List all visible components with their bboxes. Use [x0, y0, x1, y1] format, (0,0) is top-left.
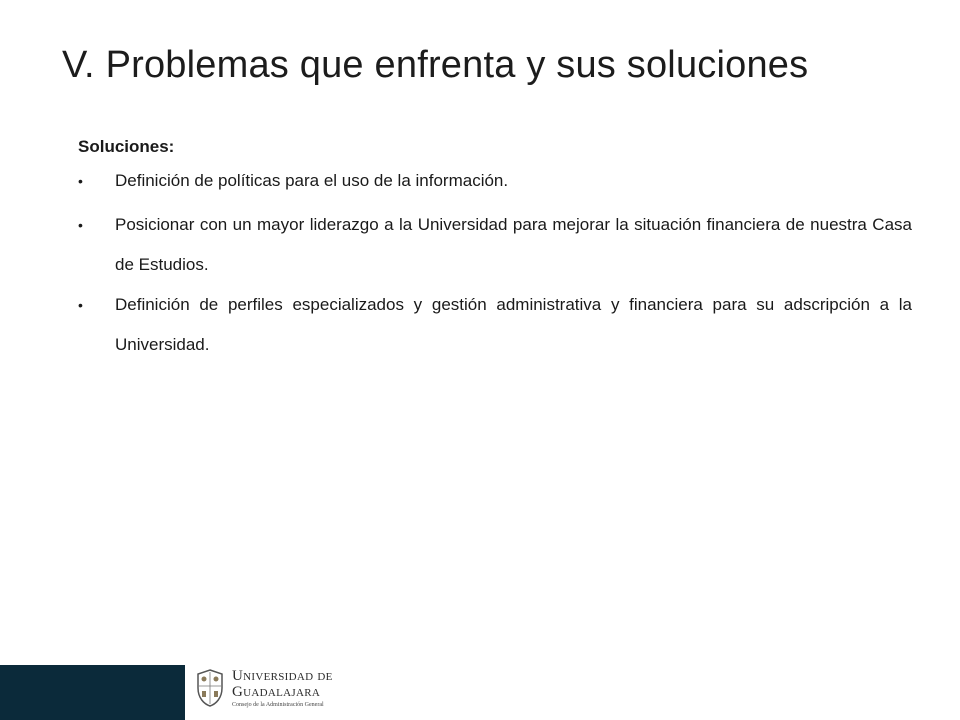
list-item-text: Definición de políticas para el uso de la información.	[115, 171, 509, 190]
logo-text	[232, 669, 333, 708]
list-item	[78, 168, 912, 194]
section-subheading: Soluciones:	[78, 137, 175, 156]
logo-line2: Guadalajara	[232, 683, 321, 700]
logo-line1: Universidad de	[232, 667, 333, 684]
bullet-icon: •	[78, 173, 83, 189]
university-logo	[194, 665, 333, 711]
slide-content	[78, 136, 912, 365]
bullet-icon: •	[78, 217, 83, 233]
list-item	[78, 285, 912, 365]
list-item	[78, 205, 912, 285]
list-item-text: Posicionar con un mayor liderazgo a la Universidad para mejorar la situación financiera de nuestra Casa de Estudios.	[115, 215, 912, 274]
solutions-list	[78, 168, 912, 365]
page-title: V. Problemas que enfrenta y sus soluciones	[62, 44, 809, 86]
logo-subtitle: Consejo de la Administración General	[232, 701, 324, 708]
list-item-text: Definición de perfiles especializados y gestión administrativa y financiera para su adscripción a la Universidad.	[115, 295, 912, 354]
university-seal-icon	[194, 668, 226, 708]
footer-bar	[0, 665, 185, 720]
bullet-icon: •	[78, 297, 83, 313]
